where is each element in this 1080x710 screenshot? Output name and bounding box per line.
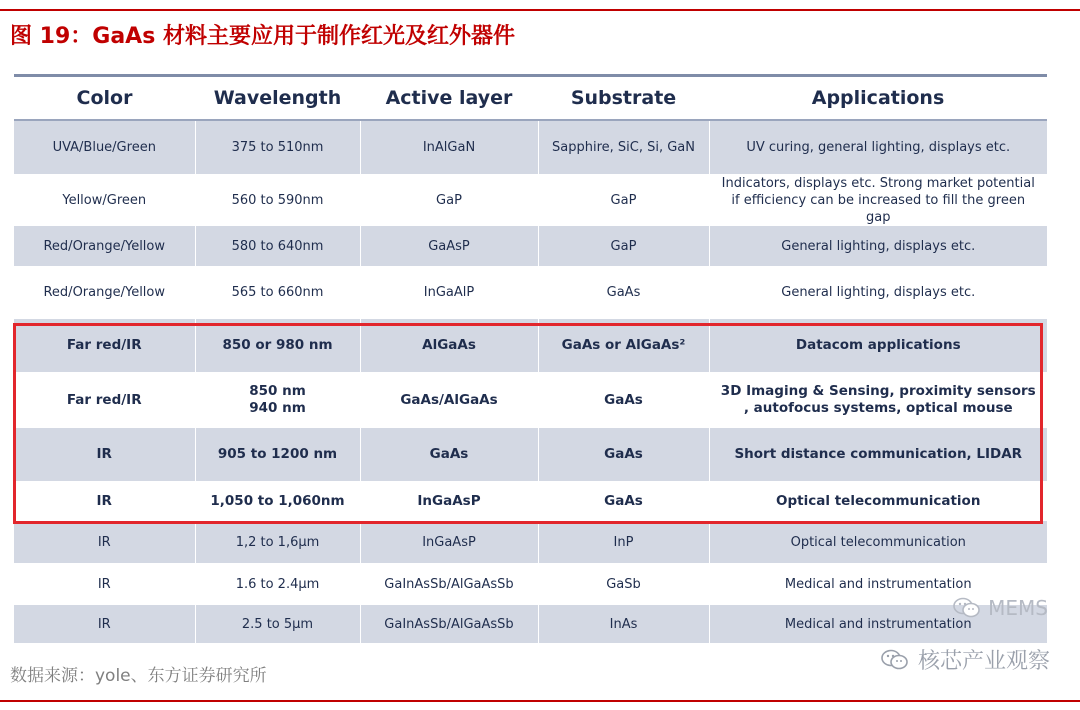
cell-color: Yellow/Green: [14, 174, 195, 226]
cell-applications: UV curing, general lighting, displays etc.: [709, 120, 1047, 174]
cell-active-layer: GaAsP: [360, 226, 538, 266]
header-color: Color: [14, 76, 195, 121]
watermark-mems: [952, 596, 1048, 620]
led-materials-table: [14, 74, 1047, 643]
watermark-mems-text: MEMS: [988, 596, 1048, 620]
cell-color: UVA/Blue/Green: [14, 120, 195, 174]
wechat-icon: [952, 596, 982, 620]
wechat-icon: [880, 648, 910, 672]
watermark-account-text: 核芯产业观察: [917, 649, 1050, 674]
table-row: [14, 563, 1047, 605]
table-row: [14, 174, 1047, 226]
table-row: [14, 266, 1047, 319]
table-row: [14, 605, 1047, 643]
table-row: [14, 428, 1047, 481]
cell-substrate: GaAs: [538, 481, 709, 521]
cell-color: IR: [14, 481, 195, 521]
cell-substrate: GaAs: [538, 428, 709, 481]
cell-applications: General lighting, displays etc.: [709, 266, 1047, 319]
cell-active-layer: InGaAsP: [360, 521, 538, 563]
cell-applications: Datacom applications: [709, 319, 1047, 372]
cell-applications: Optical telecommunication: [709, 481, 1047, 521]
cell-active-layer: AlGaAs: [360, 319, 538, 372]
cell-wavelength: 850 nm 940 nm: [195, 372, 360, 428]
cell-active-layer: GaAs/AlGaAs: [360, 372, 538, 428]
table-row: [14, 372, 1047, 428]
cell-wavelength: 905 to 1200 nm: [195, 428, 360, 481]
cell-active-layer: GaInAsSb/AlGaAsSb: [360, 563, 538, 605]
data-source-note: 数据来源：yole、东方证券研究所: [10, 666, 267, 686]
cell-substrate: GaAs or AlGaAs²: [538, 319, 709, 372]
cell-applications: Medical and instrumentation: [709, 605, 1047, 643]
cell-active-layer: InAlGaN: [360, 120, 538, 174]
table-row: [14, 319, 1047, 372]
cell-wavelength: 2.5 to 5μm: [195, 605, 360, 643]
cell-applications: Medical and instrumentation: [709, 563, 1047, 605]
header-row: [14, 76, 1047, 121]
cell-substrate: GaAs: [538, 266, 709, 319]
cell-color: IR: [14, 605, 195, 643]
cell-color: IR: [14, 563, 195, 605]
cell-color: Red/Orange/Yellow: [14, 226, 195, 266]
led-materials-table-container: [14, 74, 1047, 643]
cell-active-layer: GaInAsSb/AlGaAsSb: [360, 605, 538, 643]
header-applications: Applications: [709, 76, 1047, 121]
watermark-account: [880, 644, 1050, 675]
cell-wavelength: 580 to 640nm: [195, 226, 360, 266]
cell-applications: Optical telecommunication: [709, 521, 1047, 563]
cell-color: IR: [14, 521, 195, 563]
cell-applications: Short distance communication, LIDAR: [709, 428, 1047, 481]
cell-active-layer: InGaAsP: [360, 481, 538, 521]
cell-substrate: InP: [538, 521, 709, 563]
cell-color: Far red/IR: [14, 372, 195, 428]
header-substrate: Substrate: [538, 76, 709, 121]
cell-wavelength: 1,050 to 1,060nm: [195, 481, 360, 521]
cell-color: Red/Orange/Yellow: [14, 266, 195, 319]
cell-applications: Indicators, displays etc. Strong market potential if efficiency can be increased to fill the green gap: [709, 174, 1047, 226]
cell-color: IR: [14, 428, 195, 481]
cell-active-layer: GaAs: [360, 428, 538, 481]
cell-active-layer: GaP: [360, 174, 538, 226]
cell-wavelength: 565 to 660nm: [195, 266, 360, 319]
cell-substrate: Sapphire, SiC, Si, GaN: [538, 120, 709, 174]
top-rule: [0, 9, 1080, 11]
bottom-rule: [0, 700, 1080, 702]
cell-wavelength: 850 or 980 nm: [195, 319, 360, 372]
cell-substrate: GaSb: [538, 563, 709, 605]
table-row: [14, 120, 1047, 174]
cell-wavelength: 375 to 510nm: [195, 120, 360, 174]
cell-wavelength: 1,2 to 1,6μm: [195, 521, 360, 563]
header-active-layer: Active layer: [360, 76, 538, 121]
cell-substrate: GaAs: [538, 372, 709, 428]
cell-wavelength: 560 to 590nm: [195, 174, 360, 226]
figure-title: 图 19：GaAs 材料主要应用于制作红光及红外器件: [10, 24, 515, 49]
cell-applications: 3D Imaging & Sensing, proximity sensors , autofocus systems, optical mouse: [709, 372, 1047, 428]
cell-substrate: GaP: [538, 226, 709, 266]
cell-applications: General lighting, displays etc.: [709, 226, 1047, 266]
table-row: [14, 226, 1047, 266]
cell-substrate: GaP: [538, 174, 709, 226]
cell-substrate: InAs: [538, 605, 709, 643]
cell-wavelength: 1.6 to 2.4μm: [195, 563, 360, 605]
header-wavelength: Wavelength: [195, 76, 360, 121]
cell-color: Far red/IR: [14, 319, 195, 372]
table-row: [14, 521, 1047, 563]
table-row: [14, 481, 1047, 521]
cell-active-layer: InGaAlP: [360, 266, 538, 319]
